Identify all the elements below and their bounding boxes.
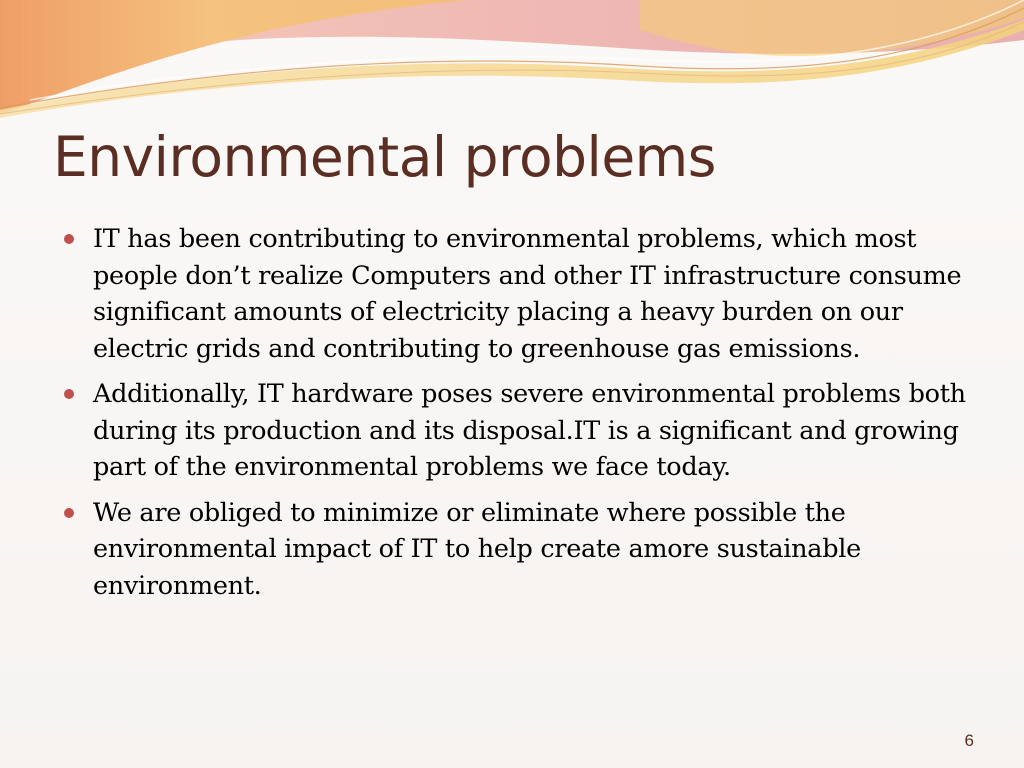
bullet-icon bbox=[64, 234, 74, 244]
slide-title: Environmental problems bbox=[53, 125, 716, 189]
bullet-text: Additionally, IT hardware poses severe environmental problems both during its production and its disposal.IT is a significant and growing part of the environmental problems we face today. bbox=[93, 379, 966, 482]
decorative-wave-banner bbox=[0, 0, 1024, 130]
bullet-list bbox=[64, 221, 974, 613]
bullet-icon bbox=[64, 508, 74, 518]
bullet-item bbox=[64, 495, 974, 605]
bullet-icon bbox=[64, 389, 74, 399]
bullet-text: IT has been contributing to environmental problems, which most people don’t realize Computers and other IT infrastructure consume significant amounts of electricity placing a heavy burden on our electric grids and contributing to greenhouse gas emissions. bbox=[93, 224, 962, 364]
bullet-item bbox=[64, 221, 974, 367]
page-number: 6 bbox=[964, 731, 974, 750]
bullet-text: We are obliged to minimize or eliminate where possible the environmental impact of IT to help create amore sustainable environment. bbox=[93, 497, 861, 601]
bullet-item bbox=[64, 376, 974, 486]
